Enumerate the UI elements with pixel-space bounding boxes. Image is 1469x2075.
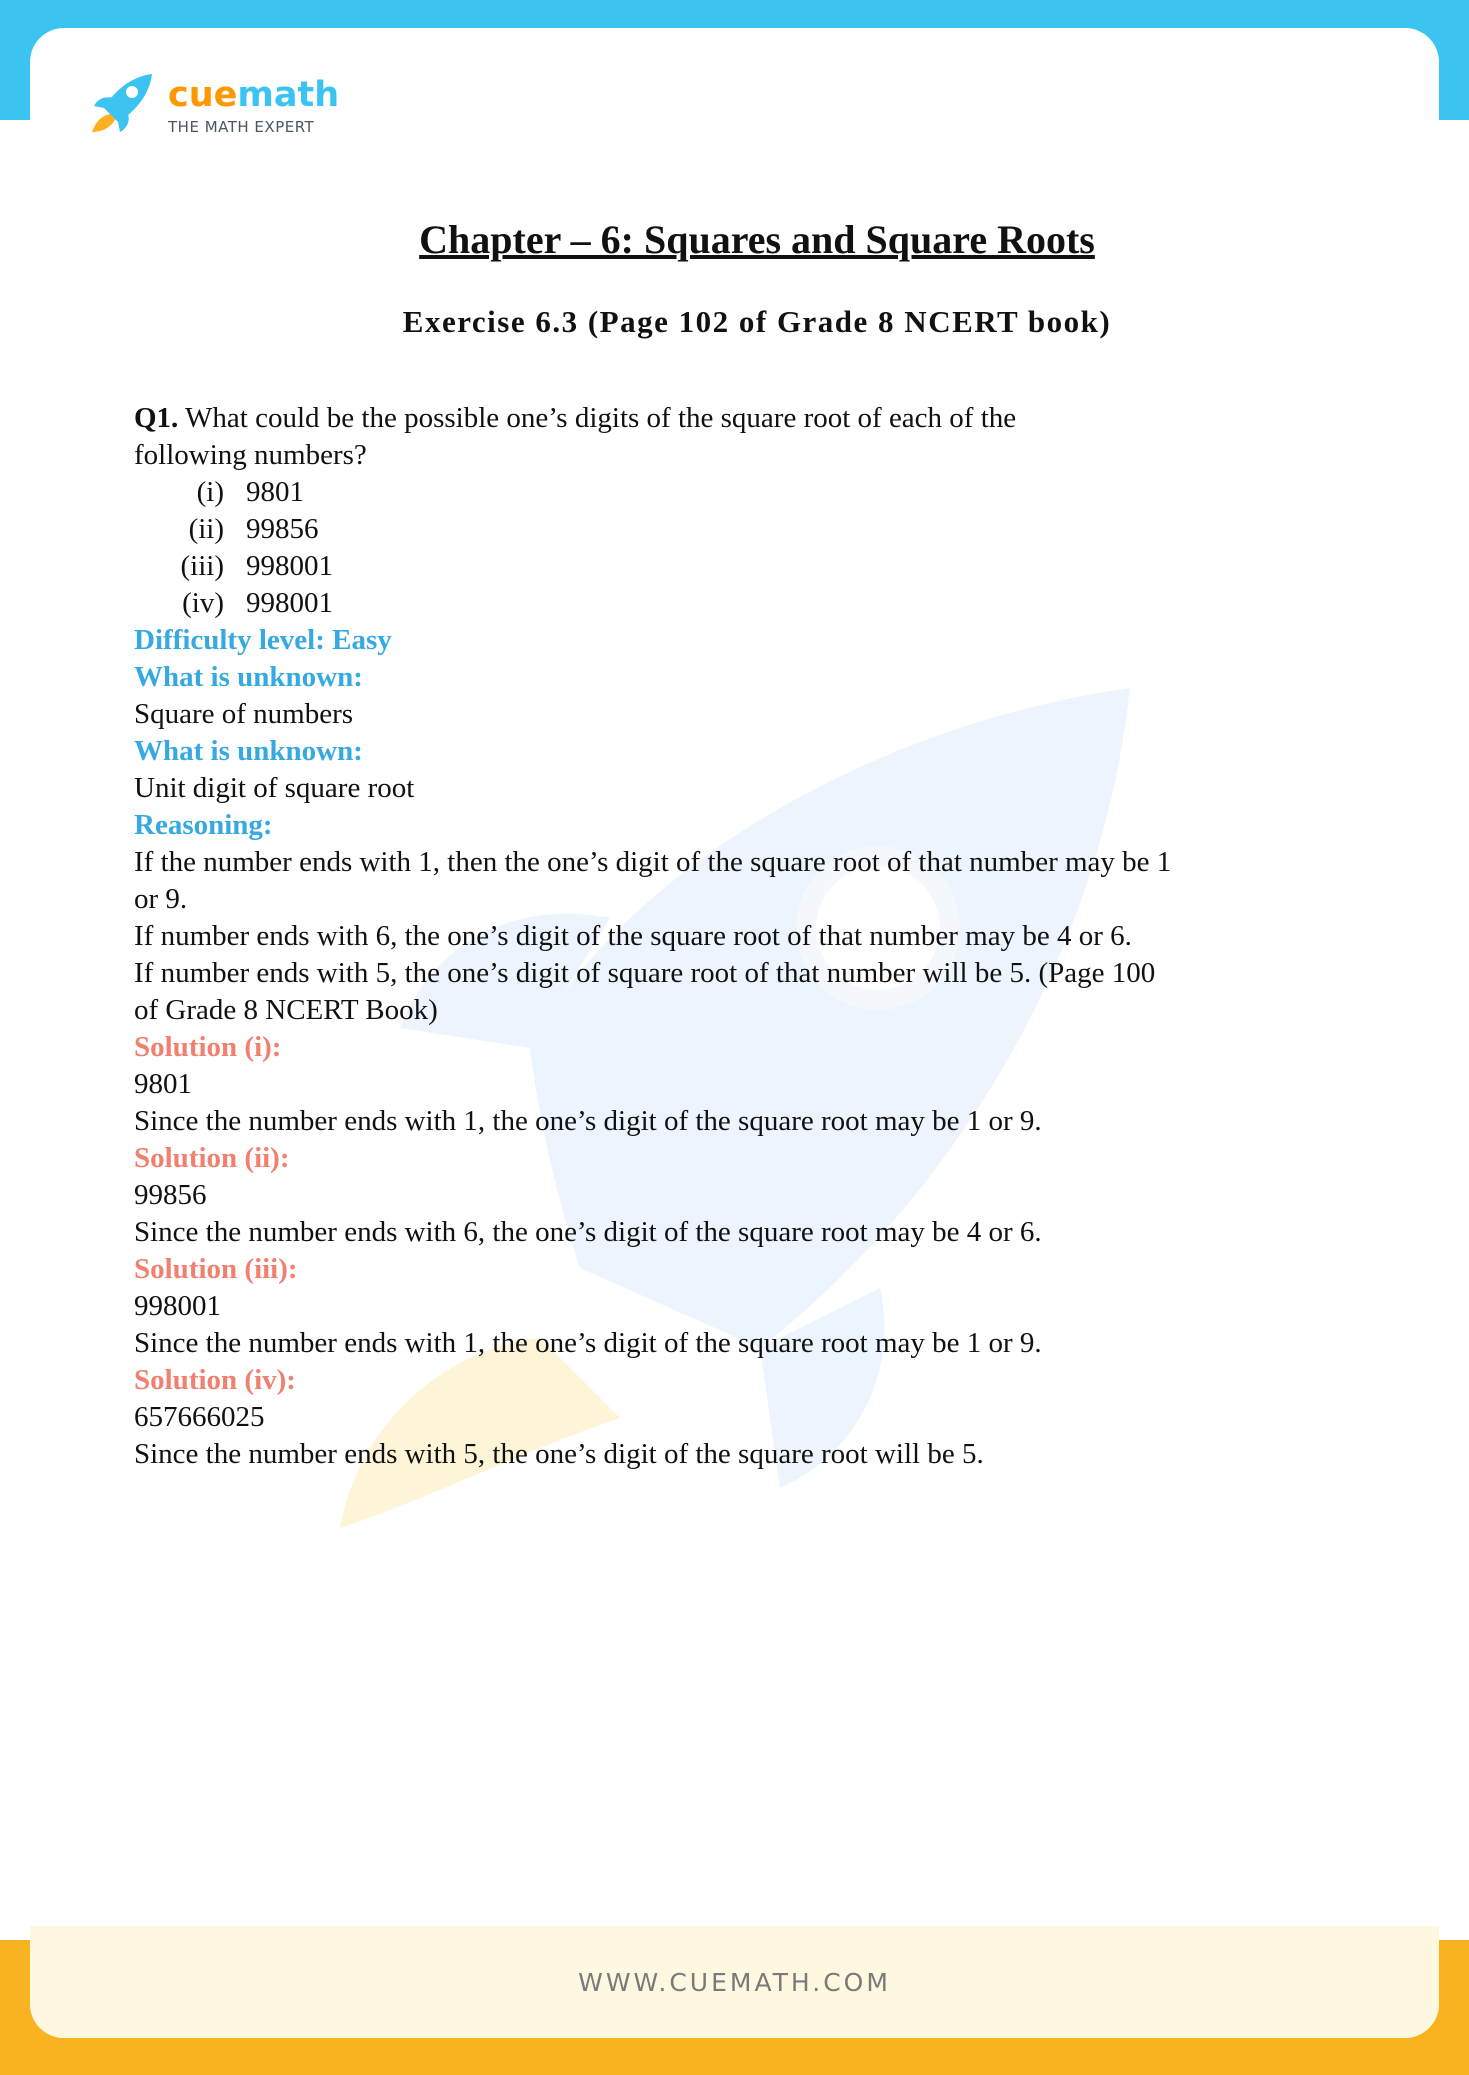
brand-name: cuemath <box>168 75 340 115</box>
reasoning-p1-line2: or 9. <box>134 883 188 915</box>
known-text: Square of numbers <box>134 698 354 730</box>
solution-number: 99856 <box>134 1179 207 1211</box>
reasoning-heading: Reasoning: <box>134 809 273 841</box>
solution-heading: Solution (ii): <box>134 1142 290 1174</box>
unknown-heading: What is unknown: <box>134 735 363 767</box>
solution-text: Since the number ends with 1, the one’s digit of the square root may be 1 or 9. <box>134 1327 1042 1359</box>
question-text: Q1. What could be the possible one’s digits of the square root of each of the <box>134 402 1017 434</box>
rocket-logo-icon <box>82 68 158 144</box>
question-label: Q1. <box>134 402 179 434</box>
solution-number: 998001 <box>134 1290 221 1322</box>
unknown-text: Unit digit of square root <box>134 772 415 804</box>
footer-website[interactable]: WWW.CUEMATH.COM <box>30 1926 1439 2038</box>
page-title: Chapter – 6: Squares and Square Roots <box>419 217 1095 262</box>
list-item: (i) 9801 <box>196 476 304 508</box>
cuemath-logo <box>82 68 339 144</box>
reasoning-p3-line2: of Grade 8 NCERT Book) <box>134 994 438 1026</box>
solution-text: Since the number ends with 1, the one’s digit of the square root may be 1 or 9. <box>134 1105 1042 1137</box>
list-item: (iv) 998001 <box>182 587 333 619</box>
reasoning-p1-line1: If the number ends with 1, then the one’s digit of the square root of that number may be 1 <box>134 846 1172 878</box>
list-item: (ii) 99856 <box>188 513 319 545</box>
content <box>134 400 1314 1473</box>
question-parts <box>134 474 1314 622</box>
solution-heading: Solution (iv): <box>134 1364 296 1396</box>
solution-heading: Solution (i): <box>134 1031 282 1063</box>
exercise-subtitle: Exercise 6.3 (Page 102 of Grade 8 NCERT book) <box>402 304 1112 339</box>
solution-text: Since the number ends with 5, the one’s digit of the square root will be 5. <box>134 1438 984 1470</box>
solution-number: 657666025 <box>134 1401 265 1433</box>
solution-number: 9801 <box>134 1068 192 1100</box>
brand-tagline: THE MATH EXPERT <box>168 118 315 136</box>
list-item: (iii) 998001 <box>180 550 333 582</box>
solution-heading: Solution (iii): <box>134 1253 298 1285</box>
question-text-line2: following numbers? <box>134 439 367 471</box>
difficulty-heading: Difficulty level: Easy <box>134 624 392 656</box>
reasoning-p3-line1: If number ends with 5, the one’s digit of square root of that number will be 5. (Page 100 <box>134 957 1156 989</box>
reasoning-p2: If number ends with 6, the one’s digit of the square root of that number may be 4 or 6. <box>134 920 1132 952</box>
solution-text: Since the number ends with 6, the one’s digit of the square root may be 4 or 6. <box>134 1216 1042 1248</box>
known-heading: What is unknown: <box>134 661 363 693</box>
